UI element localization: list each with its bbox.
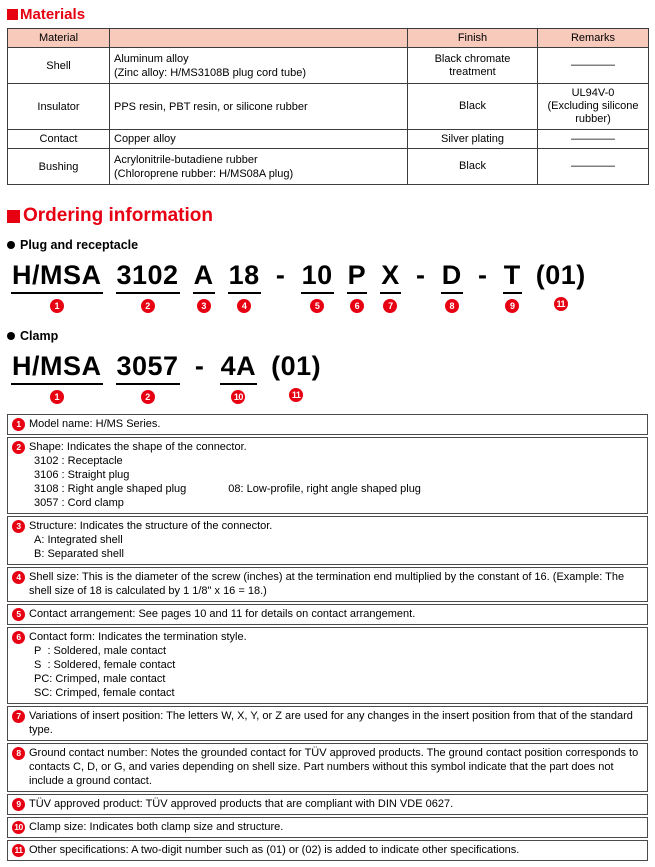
note-subline: P : Soldered, male contact <box>34 645 167 657</box>
note-subline: S : Soldered, female contact <box>34 659 176 671</box>
note-text: Structure: Indicates the structure of the connector. <box>29 520 273 532</box>
note-item-2 <box>7 437 648 514</box>
note-text: Contact form: Indicates the termination style. <box>29 631 247 643</box>
segment-number-badge: 8 <box>445 299 459 313</box>
plug-part-number <box>11 260 648 313</box>
note-text: Clamp size: Indicates both clamp size and structure. <box>29 821 284 833</box>
material-description: Acrylonitrile-butadiene rubber (Chloroprene rubber: H/MS08A plug) <box>110 149 408 185</box>
part-segment-shape: 3102 2 <box>116 260 179 311</box>
col-header-description <box>110 29 408 48</box>
note-text: Model name: H/MS Series. <box>29 418 161 430</box>
note-number-badge: 3 <box>12 520 25 533</box>
note-subline: 3106 : Straight plug <box>34 469 130 481</box>
note-number-badge: 8 <box>12 747 25 760</box>
materials-table <box>7 28 649 185</box>
notes-list <box>7 414 648 861</box>
ordering-heading <box>7 205 648 227</box>
materials-heading-text: Materials <box>20 6 86 23</box>
col-header-remarks: Remarks <box>538 29 649 48</box>
segment-number-badge: 4 <box>237 299 251 313</box>
part-segment-other-spec: (01) 11 <box>535 260 586 309</box>
section-square-icon <box>7 9 18 20</box>
materials-heading <box>7 6 648 23</box>
note-subline: 3102 : Receptacle <box>34 455 123 467</box>
part-segment-other-spec: (01) 11 <box>271 351 322 400</box>
note-text: Variations of insert position: The letters W, X, Y, or Z are used for any changes in the insert position from that of the standard type. <box>29 710 633 736</box>
note-item-4 <box>7 567 648 602</box>
segment-number-badge: 9 <box>505 299 519 313</box>
note-text: Shape: Indicates the shape of the connector. <box>29 441 247 453</box>
part-segment-model: H/MSA 1 <box>12 351 102 402</box>
part-segment-dash: - <box>477 260 488 290</box>
segment-number-badge: 2 <box>141 390 155 404</box>
note-number-badge: 4 <box>12 571 25 584</box>
part-segment-structure: A 3 <box>193 260 214 311</box>
note-number-badge: 5 <box>12 608 25 621</box>
note-item-5 <box>7 604 648 625</box>
note-number-badge: 2 <box>12 441 25 454</box>
note-text: Shell size: This is the diameter of the screw (inches) at the termination end multiplied by the constant of 16. (Example: The shell size of 18 is calculated by 1 1/8" x 16 = 18.) <box>29 571 625 597</box>
segment-number-badge: 3 <box>197 299 211 313</box>
segment-number-badge: 6 <box>350 299 364 313</box>
col-header-material: Material <box>8 29 110 48</box>
part-segment-ground-contact: D 8 <box>441 260 462 311</box>
note-item-9 <box>7 794 648 815</box>
note-item-10 <box>7 817 648 838</box>
note-subline: 3057 : Cord clamp <box>34 497 124 509</box>
note-number-badge: 7 <box>12 710 25 723</box>
bullet-icon <box>7 241 15 249</box>
col-header-finish: Finish <box>408 29 538 48</box>
material-finish: Silver plating <box>408 130 538 149</box>
note-item-7 <box>7 706 648 741</box>
note-text: Contact arrangement: See pages 10 and 11 for details on contact arrangement. <box>29 608 416 620</box>
segment-number-badge: 5 <box>310 299 324 313</box>
bullet-icon <box>7 332 15 340</box>
note-subline: B: Separated shell <box>34 548 124 560</box>
note-number-badge: 1 <box>12 418 25 431</box>
material-remarks: UL94V-0 (Excluding silicone rubber) <box>538 84 649 130</box>
material-finish: Black chromate treatment <box>408 48 538 84</box>
part-segment-shell-size: 18 4 <box>228 260 260 311</box>
material-finish: Black <box>408 84 538 130</box>
segment-number-badge: 11 <box>554 297 568 311</box>
material-description: Aluminum alloy (Zinc alloy: H/MS3108B plug cord tube) <box>110 48 408 84</box>
segment-number-badge: 1 <box>50 390 64 404</box>
note-item-8 <box>7 743 648 792</box>
table-row-shell <box>8 48 649 84</box>
material-description: Copper alloy <box>110 130 408 149</box>
note-item-6 <box>7 627 648 704</box>
note-text: TÜV approved product: TÜV approved products that are compliant with DIN VDE 0627. <box>29 798 454 810</box>
material-remarks: ———— <box>538 130 649 149</box>
segment-number-badge: 11 <box>289 388 303 402</box>
note-text: Ground contact number: Notes the grounded contact for TÜV approved products. The ground contact position corresponds to contacts C, D, or G, and varies depending on shell size. Part numbers without this symbol indicate that the part does not include a ground contact. <box>29 747 639 787</box>
clamp-subsection-label: Clamp <box>7 329 648 343</box>
segment-number-badge: 2 <box>141 299 155 313</box>
part-segment-insert-position: X 7 <box>381 260 400 311</box>
plug-subsection-label: Plug and receptacle <box>7 238 648 252</box>
segment-number-badge: 10 <box>231 390 245 404</box>
part-segment-contact-form: P 6 <box>347 260 367 311</box>
material-name: Bushing <box>8 149 110 185</box>
ordering-heading-text: Ordering information <box>23 205 213 226</box>
part-segment-shape: 3057 2 <box>116 351 179 402</box>
note-number-badge: 10 <box>12 821 25 834</box>
part-segment-clamp-size: 4A 10 <box>220 351 257 402</box>
material-remarks: ———— <box>538 149 649 185</box>
material-name: Insulator <box>8 84 110 130</box>
note-text: Other specifications: A two-digit number such as (01) or (02) is added to indicate other specifications. <box>29 844 520 856</box>
table-row-insulator <box>8 84 649 130</box>
note-item-11 <box>7 840 648 861</box>
segment-number-badge: 7 <box>383 299 397 313</box>
material-name: Contact <box>8 130 110 149</box>
note-number-badge: 6 <box>12 631 25 644</box>
section-square-icon <box>7 210 20 223</box>
clamp-part-number <box>11 351 648 404</box>
note-subline: 3108 : Right angle shaped plug 08: Low-profile, right angle shaped plug <box>34 483 421 495</box>
part-segment-arrangement: 10 5 <box>301 260 333 311</box>
note-number-badge: 11 <box>12 844 25 857</box>
table-row-bushing <box>8 149 649 185</box>
note-item-1 <box>7 414 648 435</box>
part-segment-dash: - <box>415 260 426 290</box>
material-finish: Black <box>408 149 538 185</box>
note-subline: PC: Crimped, male contact <box>34 673 166 685</box>
note-item-3 <box>7 516 648 565</box>
part-segment-model: H/MSA 1 <box>12 260 102 311</box>
segment-number-badge: 1 <box>50 299 64 313</box>
note-number-badge: 9 <box>12 798 25 811</box>
part-segment-dash: - <box>194 351 205 381</box>
materials-table-header-row <box>8 29 649 48</box>
material-remarks: ———— <box>538 48 649 84</box>
part-segment-tuv: T 9 <box>503 260 521 311</box>
note-subline: SC: Crimped, female contact <box>34 687 175 699</box>
part-segment-dash: - <box>275 260 286 290</box>
note-subline: A: Integrated shell <box>34 534 123 546</box>
material-description: PPS resin, PBT resin, or silicone rubber <box>110 84 408 130</box>
table-row-contact <box>8 130 649 149</box>
material-name: Shell <box>8 48 110 84</box>
